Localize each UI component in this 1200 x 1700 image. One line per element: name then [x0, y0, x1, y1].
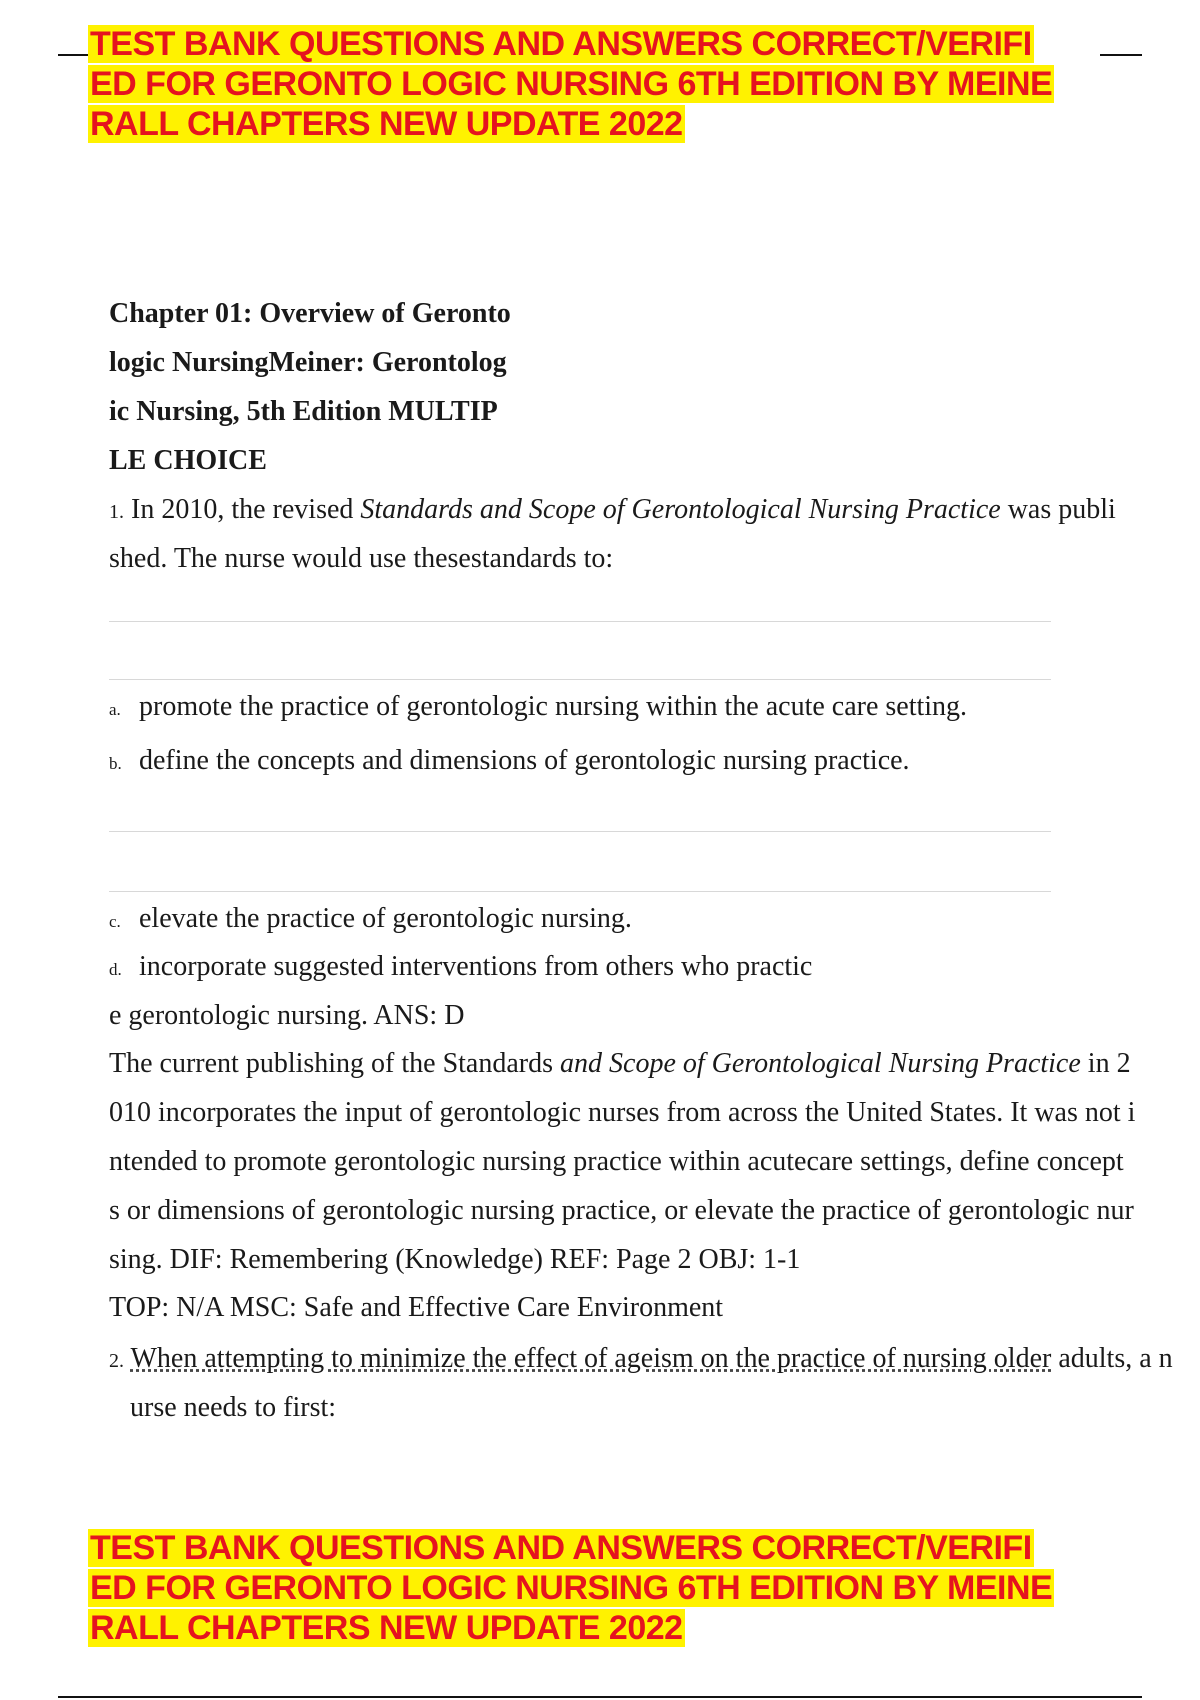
option-text: promote the practice of gerontologic nursing within the acute care setting.: [139, 691, 968, 722]
rationale-title: and Scope of Gerontological Nursing Practice: [560, 1048, 1081, 1079]
divider: [109, 891, 1051, 892]
chapter-heading-line: ic Nursing, 5th Edition MULTIP: [109, 396, 498, 427]
option-a: [109, 682, 967, 734]
option-text: incorporate suggested interventions from others who practic: [139, 951, 813, 982]
footer-banner: [88, 1528, 1138, 1648]
option-d: [109, 942, 812, 994]
question-2-stem-cont: urse needs to first:: [130, 1392, 337, 1423]
rationale-line: 010 incorporates the input of gerontologic nurses from across the United States. It was not i: [109, 1097, 1136, 1128]
option-letter: b.: [109, 754, 122, 773]
option-letter: d.: [109, 960, 122, 979]
option-letter: c.: [109, 912, 121, 931]
option-c: [109, 894, 632, 946]
chapter-heading-line: logic NursingMeiner: Gerontolog: [109, 347, 507, 378]
divider: [109, 621, 1051, 622]
banner-line: RALL CHAPTERS NEW UPDATE 2022: [90, 1609, 683, 1647]
rationale-meta: sing. DIF: Remembering (Knowledge) REF: Page 2 OBJ: 1-1: [109, 1244, 801, 1275]
stem-text: adults, a n: [1051, 1343, 1173, 1374]
rationale-line: ntended to promote gerontologic nursing practice within acutecare settings, define concept: [109, 1146, 1124, 1177]
option-letter: a.: [109, 700, 121, 719]
question-number: 2.: [109, 1350, 124, 1372]
chapter-heading-line: Chapter 01: Overview of Geronto: [109, 298, 511, 329]
top-rule-left: [58, 54, 90, 56]
banner-line: TEST BANK QUESTIONS AND ANSWERS CORRECT/VERIFI: [90, 1529, 1032, 1567]
rationale-text: The current publishing of the Standards: [109, 1048, 561, 1079]
question-2-stem: [109, 1334, 1173, 1386]
banner-line: TEST BANK QUESTIONS AND ANSWERS CORRECT/VERIFI: [90, 25, 1032, 63]
rationale-line: s or dimensions of gerontologic nursing practice, or elevate the practice of gerontologic nur: [109, 1195, 1134, 1226]
option-text: elevate the practice of gerontologic nursing.: [139, 903, 632, 934]
rationale-line: [109, 1039, 1131, 1088]
stem-text: In 2010, the revised: [131, 494, 361, 525]
header-banner: [88, 24, 1138, 144]
stem-text: was publi: [1000, 494, 1116, 525]
option-b: [109, 736, 910, 788]
banner-line: ED FOR GERONTO LOGIC NURSING 6TH EDITION BY MEINE: [90, 65, 1053, 103]
bottom-rule: [58, 1696, 1142, 1698]
rationale-text: in 2: [1080, 1048, 1131, 1079]
option-d-cont-answer: e gerontologic nursing. ANS: D: [109, 1000, 465, 1031]
option-text: define the concepts and dimensions of gerontologic nursing practice.: [139, 745, 910, 776]
question-1-stem-cont: shed. The nurse would use thesestandards to:: [109, 543, 614, 574]
banner-line: ED FOR GERONTO LOGIC NURSING 6TH EDITION BY MEINE: [90, 1569, 1053, 1607]
divider: [109, 679, 1051, 680]
stem-underlined-text: When attempting to minimize the effect of ageism on the practice of nursing older: [130, 1343, 1052, 1374]
question-number: 1.: [109, 501, 124, 523]
rationale-meta: TOP: N/A MSC: Safe and Effective Care Environment: [109, 1292, 724, 1323]
chapter-heading-line: LE CHOICE: [109, 445, 267, 476]
divider: [109, 831, 1051, 832]
question-1-stem: [109, 485, 1116, 537]
banner-line: RALL CHAPTERS NEW UPDATE 2022: [90, 105, 683, 143]
stem-title: Standards and Scope of Gerontological Nursing Practice: [360, 494, 1001, 525]
